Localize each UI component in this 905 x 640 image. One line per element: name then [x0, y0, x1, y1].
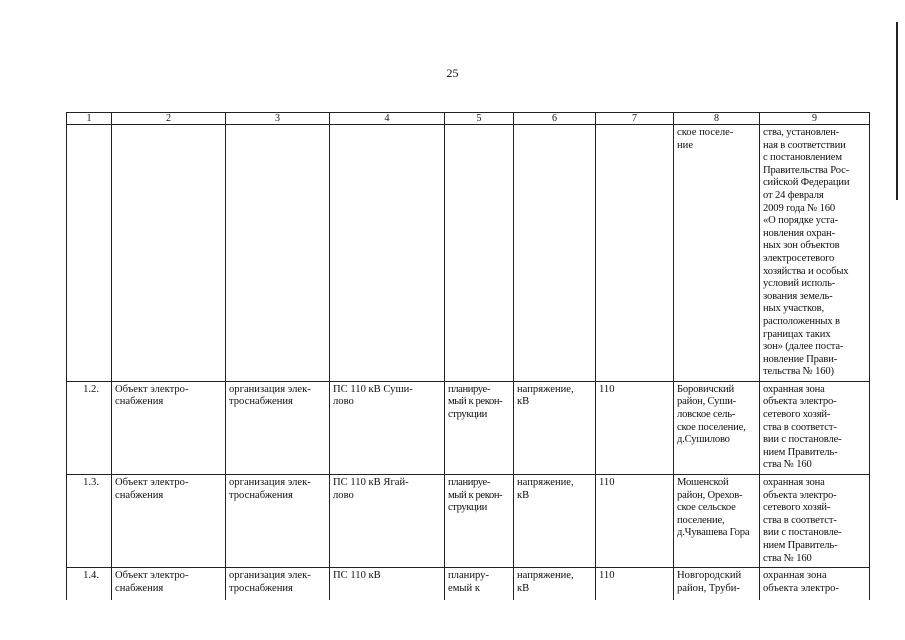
cell-zone: ства, установлен- ная в соответствии с постановлением Правительства Рос- сийской Федерации от 24 февраля 2009 года № 160 «О порядке уста- новления охран- ных зон объектов электросетевого хозяйства и особых условий исполь- зования земель- ных участков, расположенных в границах таких зон» (далее поста- новление Прави- тельства № 160)	[760, 125, 870, 382]
table-cell	[514, 125, 596, 382]
table-cell	[112, 125, 226, 382]
header-row	[67, 113, 870, 125]
table-row	[67, 475, 870, 568]
cell-zone	[760, 568, 870, 601]
cell-organization	[226, 568, 330, 601]
cell-location: Боровичский район, Суши- ловское сель- ское поселение, д.Сушилово	[674, 381, 760, 474]
cell-number: 1.2.	[67, 381, 112, 474]
cell-parameter	[514, 568, 596, 601]
cell-object	[112, 568, 226, 601]
table-cell	[596, 125, 674, 382]
cell-parameter: напряжение, кВ	[514, 381, 596, 474]
cell-object: Объект электро- снабжения	[112, 475, 226, 568]
table-cell	[445, 125, 514, 382]
column-header: 5	[445, 113, 514, 125]
cell-value: 110	[596, 381, 674, 474]
cell-value-text: 110	[599, 570, 615, 582]
cell-name	[330, 568, 445, 601]
cell-parameter-text: напряжение, кВ	[517, 570, 574, 594]
column-header: 6	[514, 113, 596, 125]
cell-zone-text: охранная зона объекта электро-	[763, 570, 839, 594]
cell-number-text: 1.4.	[83, 570, 99, 582]
cell-status: планируе- мый к рекон- струкции	[445, 381, 514, 474]
cell-location	[674, 568, 760, 601]
cell-status	[445, 568, 514, 601]
cell-value	[596, 568, 674, 601]
cell-object-text: Объект электро- снабжения	[115, 570, 189, 594]
page-number: 25	[446, 66, 459, 80]
table-row	[67, 381, 870, 474]
column-header: 4	[330, 113, 445, 125]
cell-number: 1.3.	[67, 475, 112, 568]
cell-name: ПС 110 кВ Суши- лово	[330, 381, 445, 474]
data-table	[66, 112, 870, 600]
column-header: 8	[674, 113, 760, 125]
column-header: 1	[67, 113, 112, 125]
column-header: 2	[112, 113, 226, 125]
cell-location: Мошенской район, Орехов- ское сельское поселение, д.Чувашева Гора	[674, 475, 760, 568]
cell-organization: организация элек- троснабжения	[226, 381, 330, 474]
cell-value: 110	[596, 475, 674, 568]
cell-location-text: Новгородский район, Труби-	[677, 570, 742, 594]
table-cell	[67, 125, 112, 382]
cell-status: планируе- мый к рекон- струкции	[445, 475, 514, 568]
cell-number	[67, 568, 112, 601]
table-cell	[226, 125, 330, 382]
cell-name: ПС 110 кВ Ягай- лово	[330, 475, 445, 568]
column-header: 3	[226, 113, 330, 125]
table-cell	[330, 125, 445, 382]
cell-status-text: планиру- емый к	[448, 570, 489, 594]
table-row	[67, 568, 870, 601]
cell-zone: охранная зона объекта электро- сетевого хозяй- ства в соответст- вии с постановле- нием Правитель- ства № 160	[760, 475, 870, 568]
cell-zone: охранная зона объекта электро- сетевого хозяй- ства в соответст- вии с постановле- нием Правитель- ства № 160	[760, 381, 870, 474]
scan-edge-line	[896, 22, 898, 200]
cell-parameter: напряжение, кВ	[514, 475, 596, 568]
cell-name-text: ПС 110 кВ	[333, 570, 381, 582]
cell-organization-text: организация элек- троснабжения	[229, 570, 311, 594]
cell-object: Объект электро- снабжения	[112, 381, 226, 474]
column-header: 9	[760, 113, 870, 125]
cell-organization: организация элек- троснабжения	[226, 475, 330, 568]
cell-location: ское поселе- ние	[674, 125, 760, 382]
column-header: 7	[596, 113, 674, 125]
table-row-continuation	[67, 125, 870, 382]
